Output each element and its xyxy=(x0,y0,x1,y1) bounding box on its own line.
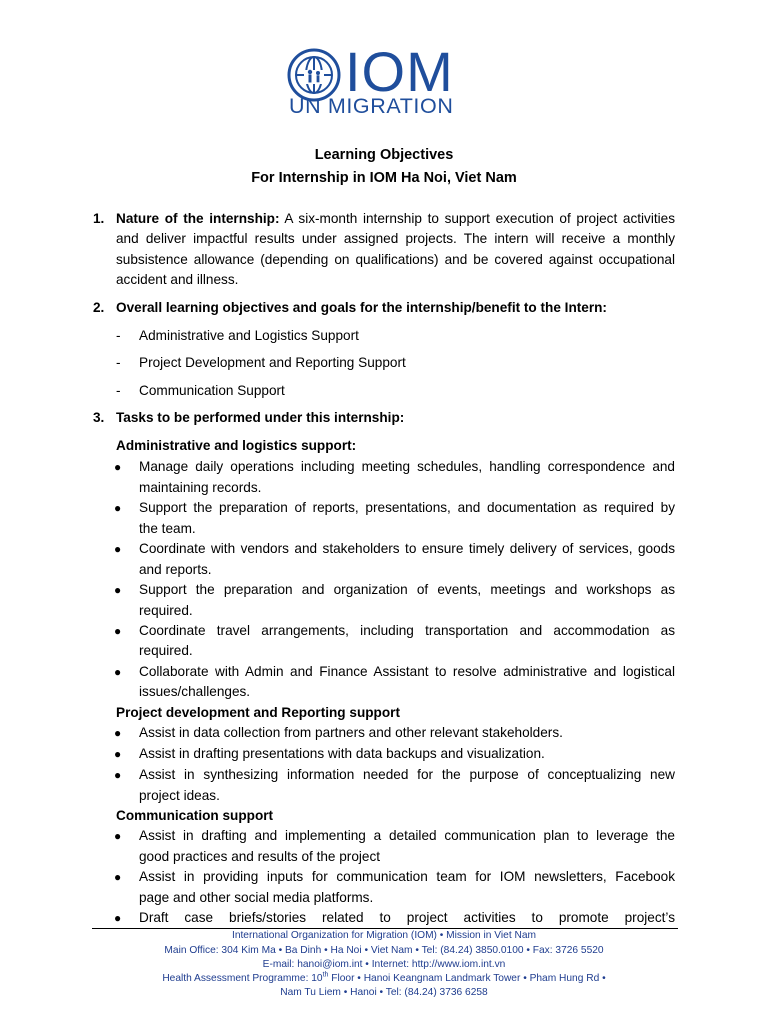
bullet-text: the team. xyxy=(139,521,196,536)
bullet-icon: ● xyxy=(114,583,122,597)
bullet-text: Draft case briefs/stories related to project activities to promote project’s xyxy=(139,910,675,925)
document-title: Learning Objectives xyxy=(314,147,454,163)
bullet-icon: ● xyxy=(114,501,122,515)
bullet-text: Manage daily operations including meeting schedules, handling correspondence and xyxy=(139,459,675,474)
bullet-text: Assist in providing inputs for communication team for IOM newsletters, Facebook xyxy=(139,869,675,884)
bullet-icon: ● xyxy=(114,829,122,843)
section-number: 2. xyxy=(93,300,105,315)
section-number: 1. xyxy=(93,211,105,226)
bullet-text: good practices and results of the project xyxy=(139,849,381,864)
section-number: 3. xyxy=(93,410,105,425)
bullet-text: Assist in drafting presentations with data backups and visualization. xyxy=(139,746,545,761)
section2-heading: Overall learning objectives and goals for the internship/benefit to the Intern: xyxy=(116,300,607,315)
bullet-icon: ● xyxy=(114,726,122,740)
footer-contact[interactable]: E-mail: hanoi@iom.int • Internet: http://www.iom.int.vn xyxy=(262,959,506,970)
bullet-icon: ● xyxy=(114,911,122,925)
bullet-icon: ● xyxy=(114,747,122,761)
bullet-icon: ● xyxy=(114,870,122,884)
bullet-text: Collaborate with Admin and Finance Assistant to resolve administrative and logistical xyxy=(139,664,675,679)
list-item: Administrative and Logistics Support xyxy=(139,328,359,343)
footer-hap-pre: Health Assessment Programme: 10 xyxy=(162,973,323,984)
iom-logo xyxy=(287,40,487,119)
bullet-text: Coordinate travel arrangements, including transportation and accommodation as xyxy=(139,623,675,638)
bullet-icon: ● xyxy=(114,460,122,474)
bullet-icon: ● xyxy=(114,665,122,679)
document-subtitle: For Internship in IOM Ha Noi, Viet Nam xyxy=(251,170,517,186)
project-subheading: Project development and Reporting support xyxy=(116,705,400,720)
dash-marker: - xyxy=(116,328,121,343)
footer-hap-post: Floor • Hanoi Keangnam Landmark Tower • Pham Hung Rd • xyxy=(328,973,606,984)
comm-subheading: Communication support xyxy=(116,808,274,823)
bullet-icon: ● xyxy=(114,768,122,782)
list-item: Communication Support xyxy=(139,383,285,398)
section1-line xyxy=(116,209,675,229)
admin-subheading: Administrative and logistics support: xyxy=(116,438,357,453)
footer-address: Main Office: 304 Kim Ma • Ba Dinh • Ha Noi • Viet Nam • Tel: (84.24) 3850.0100 • Fax: 3726 5520 xyxy=(164,945,604,956)
bullet-text: project ideas. xyxy=(139,788,220,803)
section1-line: subsistence allowance (depending on qualifications) and be covered against occupational xyxy=(116,252,675,267)
bullet-text: required. xyxy=(139,603,193,618)
logo-text: IOM xyxy=(345,40,454,103)
bullet-text: Support the preparation of reports, presentations, and documentation as required by xyxy=(139,500,675,515)
section3-heading: Tasks to be performed under this internship: xyxy=(116,410,405,425)
footer-line: International Organization for Migration (IOM) • Mission in Viet Nam xyxy=(231,930,537,941)
section1-heading: Nature of the internship: xyxy=(116,211,280,226)
bullet-text: Assist in synthesizing information needed for the purpose of conceptualizing new xyxy=(139,767,675,782)
dash-marker: - xyxy=(116,383,121,398)
bullet-icon: ● xyxy=(114,624,122,638)
bullet-text: Support the preparation and organization of events, meetings and workshops as xyxy=(139,582,675,597)
dash-marker: - xyxy=(116,355,121,370)
bullet-text: required. xyxy=(139,643,193,658)
bullet-text: Coordinate with vendors and stakeholders to ensure timely delivery of services, goods xyxy=(139,541,675,556)
bullet-text: Assist in drafting and implementing a detailed communication plan to leverage the xyxy=(139,828,675,843)
list-item: Project Development and Reporting Support xyxy=(139,355,406,370)
footer-health-programme xyxy=(0,972,768,986)
bullet-text: issues/challenges. xyxy=(139,684,251,699)
section1-line: accident and illness. xyxy=(116,272,239,287)
bullet-text: maintaining records. xyxy=(139,480,262,495)
section1-text: A six-month internship to support execution of project activities xyxy=(284,211,676,226)
section1-line: and deliver impactful results under assigned projects. The intern will receive a monthly xyxy=(116,231,675,246)
logo-subtitle: UN MIGRATION xyxy=(289,94,454,118)
bullet-icon: ● xyxy=(114,542,122,556)
footer-hap-sup: th xyxy=(322,971,329,979)
bullet-text: Assist in data collection from partners and other relevant stakeholders. xyxy=(139,725,563,740)
footer-line: Nam Tu Liem • Hanoi • Tel: (84.24) 3736 6258 xyxy=(280,987,488,998)
bullet-text: page and other social media platforms. xyxy=(139,890,374,905)
bullet-text: and reports. xyxy=(139,562,212,577)
